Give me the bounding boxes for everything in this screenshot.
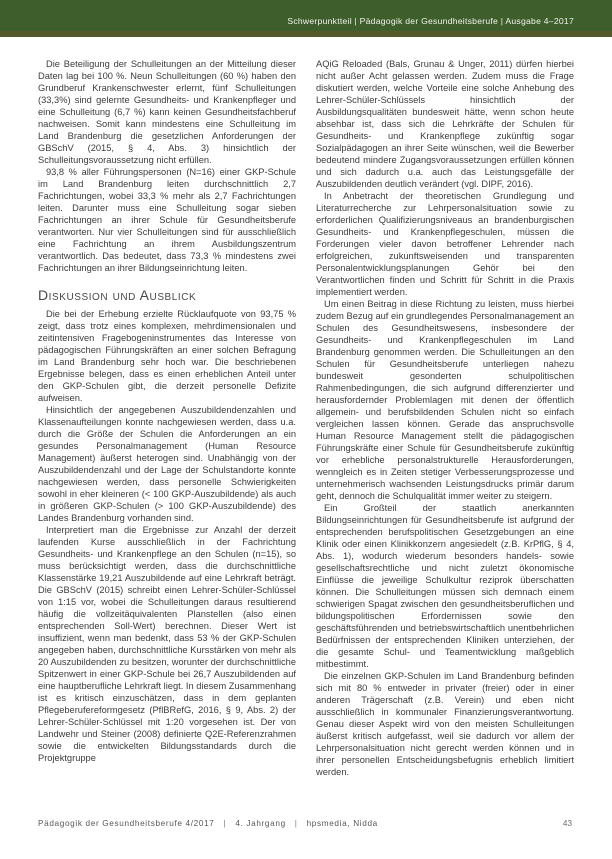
paragraph-hr-management: Um einen Beitrag in diese Richtung zu leisten, muss hierbei zudem Bezug auf ein grundlegendes Personalmanagement an Schulen des Gesundheitswesens, insbesondere der Gesundheits- und Krankenpflegeschulen im Land Brandenburg genommen werden. Die Schulleitungen an den Schulen für Gesundheitsberufe unterliegen nahezu bundesweit gesonderten schulpolitischen Rahmenbedingungen, die sich aufgrund differenzierter und herausfordernder Problemlagen mit denen der öffentlich allgemein- und berufsbildenden Schulen nicht so einfach vergleichen lassen können. Gerade das anspruchsvolle Human Resource Management stellt die pädagogischen Führungskräfte einer Schule für Gesundheitsberufe zukünftig vor erhebliche personalstrukturelle Herausforderungen, wenngleich es in Zeiten stetiger Verbesserungsprozesse und unternehmerisch wachsenden Leistungsdrucks primär darum geht, dennoch die Schulqualität immer weiter zu steigern. xyxy=(316,299,574,501)
paragraph-discussion-response-rate: Die bei der Erhebung erzielte Rücklaufquote von 93,75 % zeigt, dass trotz eines komplexen, mehrdimensionalen und zeitintensiven Fragebogeninstrumentes das Interesse von pädagogischen Führungskräften an einer solchen Befragung im Land Brandenburg sehr hoch war. Die beschriebenen Ergebnisse belegen, dass es einen erheblichen Anteil unter den GKP-Schulen gibt, die derzeit personelle Defizite aufweisen. xyxy=(38,309,296,403)
footer-separator: | xyxy=(223,819,227,828)
footer-separator: | xyxy=(294,819,298,828)
page-footer xyxy=(0,819,612,828)
paragraph-continuation-aqig: AQiG Reloaded (Bals, Grunau & Unger, 2011) dürfen hierbei nicht außer Acht gelassen werden. Zudem muss die Frage diskutiert werden, welche Vorteile eine solche Anhebung des Lehrer-Schüler-Schlüssels hinsichtlich der Ausbildungsqualitäten bundesweit hätte, wenn schon heute absehbar ist, dass sich die Lehrkräfte der Schulen für Gesundheits- und Krankenpflege zukünftig sogar Sozialpädagogen an ihrer Seite wünschen, weil die Bewerber bedeutend mindere Zugangsvoraussetzungen erfüllen können und sich dadurch u.a. auch das Leistungsgefälle der Auszubildenden deutlich verändert (vgl. DIPF, 2016). xyxy=(316,59,574,189)
footer-journal: Pädagogik der Gesundheitsberufe 4/2017 xyxy=(38,819,215,828)
left-column xyxy=(38,58,296,800)
footer-volume: 4. Jahrgang xyxy=(235,819,286,828)
footer-publisher: hpsmedia, Nidda xyxy=(306,819,378,828)
paragraph-school-funding: Die einzelnen GKP-Schulen im Land Brandenburg befinden sich mit 80 % entweder in privater (freier) oder in einer anderen Trägerschaft (z.B. Verein) und eben nicht ausschließlich in kommunaler Finanzierungsverantwortung. Genau dieser Aspekt wird von den meisten Schulleitungen äußerst kritisch aufgefasst, weil sie dadurch vor allem der Lehrpersonalsituation nicht gerecht werden können und in ihrer personellen Entscheidungsbefugnis erheblich limitiert werden. xyxy=(316,671,574,777)
paragraph-discussion-class-ratio: Interpretiert man die Ergebnisse zur Anzahl der derzeit laufenden Kurse ausschließlich in der Fachrichtung Gesundheits- und Krankenpflege an den Schulen (n=15), so muss berücksichtigt werden, dass die durchschnittliche Klassenstärke 19,21 Auszubildende auf eine Lehrkraft beträgt. Die GBSchV (2015) schreibt einen Lehrer-Schüler-Schlüssel von 1:15 vor, wobei die Schulleitungen daraus resultierend häufig die vollzeitäquivalenten Planstellen (also einen entsprechenden Soll-Wert) berechnen. Dieser Wert ist insuffizient, wenn man bedenkt, dass 53 % der GKP-Schulen angegeben haben, durchschnittliche Kursstärken von mehr als 20 Auszubildenden zu besitzen, worunter der durchschnittliche Spitzenwert in einer GKP-Schule bei 26,7 Auszubildenden auf eine hauptberufliche Lehrkraft liegt. In diesem Zusammenhang ist es kritisch einzuschätzen, dass in dem geplanten Pflegeberufereformgesetz (PflBRefG, 2016, § 9, Abs. 2) der Lehrer-Schüler-Schlüssel mit 1:20 vorgesehen ist. Der von Landwehr und Steiner (2008) definierte Q2E-Referenzrahmen sowie die entwickelten Bildungsstandards durch die Projektgruppe xyxy=(38,525,296,763)
paragraph-results-leadership: 93,8 % aller Führungspersonen (N=16) einer GKP-Schule im Land Brandenburg leiten durchschnittlich 2,7 Fachrichtungen, wobei 33,3 % mehr als 2,7 Fachrichtungen leiten. Darunter muss eine Schulleitung sogar sieben Fachrichtungen an ihrer Schule für Gesundheitsberufe verantworten. Nur vier Schulleitungen sind für ausschließlich eine Fachrichtung an ihrem Ausbildungszentrum verantwortlich. Das bedeutet, dass 73,3 % mindestens zwei Fachrichtungen an ihrer Bildungseinrichtung leiten. xyxy=(38,167,296,273)
article-body xyxy=(0,37,612,800)
section-heading-discussion: Diskussion und Ausblick xyxy=(38,287,197,303)
paragraph-discussion-school-sizes: Hinsichtlich der angegebenen Auszubildendenzahlen und Klassenaufteilungen konnte nachgewiesen werden, dass u.a. durch die Größe der Schulen die Anforderungen an ein gesundes Personalmanagement (Human Resource Management) äußerst heterogen sind. Unabhängig von der Auszubildendenzahl und der Lage der Schulstandorte konnte nachgewiesen werden, dass personelle Schwierigkeiten sowohl in eher kleineren (< 100 GKP-Auszubildende) als auch in größeren GKP-Schulen (> 100 GKP-Auszubildende) des Landes Brandenburg vorhanden sind. xyxy=(38,405,296,523)
paragraph-results-participation: Die Beteiligung der Schulleitungen an der Mitteilung dieser Daten lag bei 100 %. Neun Schulleitungen (60 %) haben den Grundberuf Krankenschwester erlernt, fünf Schulleitungen (33,3%) sind gelernte Gesundheits- und Krankenpfleger und eine Schulleitung (6,7 %) kann keinen Gesundheitsfachberuf nachweisen. Somit kann mindestens eine Schulleitung im Land Brandenburg die gesetzlichen Anforderungen der GBSchV (2015, § 4, Abs. 3) hinsichtlich der Schulleitungsvoraussetzung nicht erfüllen. xyxy=(38,59,296,165)
paragraph-clinic-affiliation: Ein Großteil der staatlich anerkannten Bildungseinrichtungen für Gesundheitsberufe ist aufgrund der entsprechenden berufspolitischen Gesetzgebungen an eine Klinik oder einen Klinikkonzern angesiedelt (z.B. KrPflG, § 4, Abs. 1), wodurch wiederum besonders handels- sowie gesellschaftsrechtliche und nicht zuletzt ökonomische Einflüsse die jeweilige Schulkultur reziprok überschatten können. Die Schulleitungen müssen sich demnach einem schwierigen Spagat zwischen den gesundheitsberuflichen und bildungspolitischen Erfordernissen sowie den geschäftsführenden und betriebswirtschaftlich unentbehrlichen Bedürfnissen der entsprechenden Kliniken unterziehen, der die gesamte Schul- und Teamentwicklung maßgeblich mitbestimmt. xyxy=(316,503,574,669)
footer-credits xyxy=(38,819,378,828)
running-head: Schwerpunktteil | Pädagogik der Gesundheitsberufe | Ausgabe 4–2017 xyxy=(287,16,574,26)
right-column xyxy=(316,58,574,800)
page-header xyxy=(0,0,612,31)
page-number: 43 xyxy=(562,819,572,828)
paragraph-personnel-development: In Anbetracht der theoretischen Grundlegung und Literaturrecherche zur Lehrpersonalsituation sowie zu erforderlichen Qualifizierungsniveaus an brandenburgischen Gesundheits- und Krankenpflegeschulen, müssen die Forderungen vieler davon betroffener Lehrender nach erfolgreichen, zukunftsweisenden und transparenten Personalentwicklungsplanungen Gehör bei den Verantwortlichen finden und Schritt für Schritt in die Praxis implementiert werden. xyxy=(316,191,574,297)
